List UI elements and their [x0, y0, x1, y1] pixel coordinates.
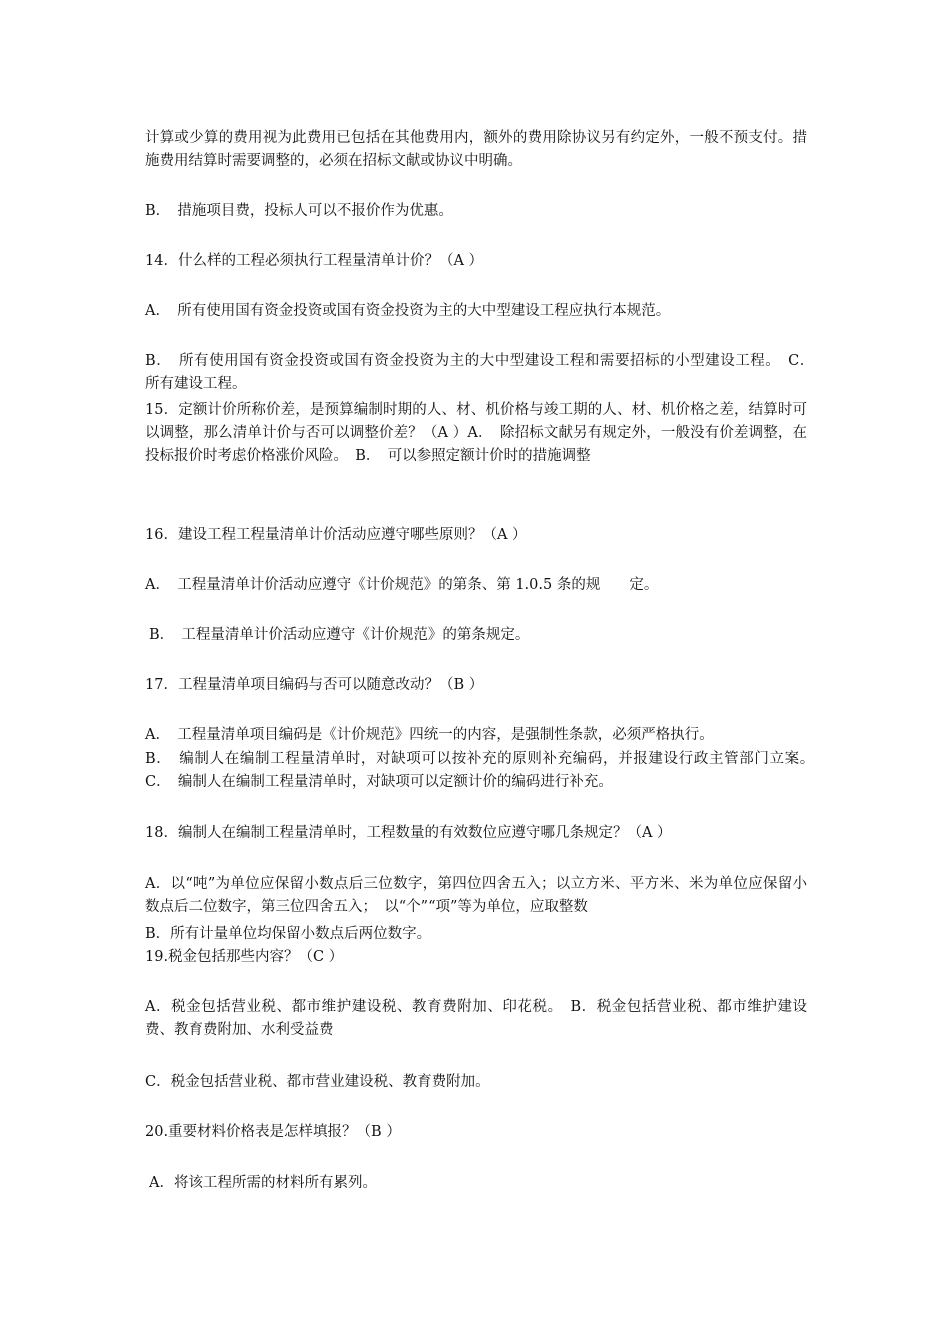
question-18: 18．编制人在编制工程量清单时，工程数量的有效数位应遵守哪几条规定？（A ）	[145, 825, 672, 841]
question-20: 20.重要材料价格表是怎样填报？（B ）	[145, 1124, 401, 1140]
question-15: 15．定额计价所称价差，是预算编制时期的人、材、机价格与竣工期的人、材、机价格之差，结算时可以调整，那么清单计价与否可以调整价差？（A ）A． 除招标文献另有规定外，一般没有价差调整，在投标报价时考虑价格涨价风险。 B． 可以参照定额计价时的措施调整	[145, 402, 807, 464]
option-a-20: A．将该工程所需的材料所有累列。	[149, 1175, 377, 1191]
paragraph-continuation: 计算或少算的费用视为此费用已包括在其他费用内，额外的费用除协议另有约定外，一般不预支付。措施费用结算时需要调整的，必须在招标文献或协议中明确。	[145, 130, 807, 169]
option-a-18: A．以“吨”为单位应保留小数点后三位数字，第四位四舍五入；以立方米、平方米、米为单位应保留小数点后二位数字，第三位四舍五入； 以“个”“项”等为单位，应取整数	[145, 876, 807, 915]
question-16: 16．建设工程工程量清单计价活动应遵守哪些原则？（A ）	[145, 527, 527, 543]
option-a-b-19: A．税金包括营业税、都市维护建设税、教育费附加、印花税。 B．税金包括营业税、都市维护建设费、教育费附加、水利受益费	[145, 999, 807, 1038]
question-14: 14．什么样的工程必须执行工程量清单计价？（A ）	[145, 253, 484, 269]
option-b-c-17: B． 编制人在编制工程量清单时，对缺项可以按补充的原则补充编码，并报建设行政主管部门立案。 C． 编制人在编制工程量清单时，对缺项可以定额计价的编码进行补充。	[145, 751, 822, 790]
option-b-c-14: B． 所有使用国有资金投资或国有资金投资为主的大中型建设工程和需要招标的小型建设工程。 C． 所有建设工程。	[145, 353, 822, 392]
option-a-14: A． 所有使用国有资金投资或国有资金投资为主的大中型建设工程应执行本规范。	[145, 303, 671, 319]
option-b-18: B．所有计量单位均保留小数点后两位数字。	[145, 926, 432, 942]
question-19: 19.税金包括那些内容？（C ）	[145, 949, 344, 965]
option-c-19: C．税金包括营业税、都市营业建设税、教育费附加。	[145, 1074, 490, 1090]
option-a-16: A． 工程量清单计价活动应遵守《计价规范》的第条、第 1.0.5 条的规 定。	[145, 577, 659, 593]
option-b-16: B． 工程量清单计价活动应遵守《计价规范》的第条规定。	[149, 627, 530, 643]
option-b-13: B． 措施项目费，投标人可以不报价作为优惠。	[145, 203, 453, 219]
option-a-17: A． 工程量清单项目编码是《计价规范》四统一的内容，是强制性条款，必须严格执行。	[145, 727, 714, 743]
question-17: 17．工程量清单项目编码与否可以随意改动？（B ）	[145, 677, 484, 693]
